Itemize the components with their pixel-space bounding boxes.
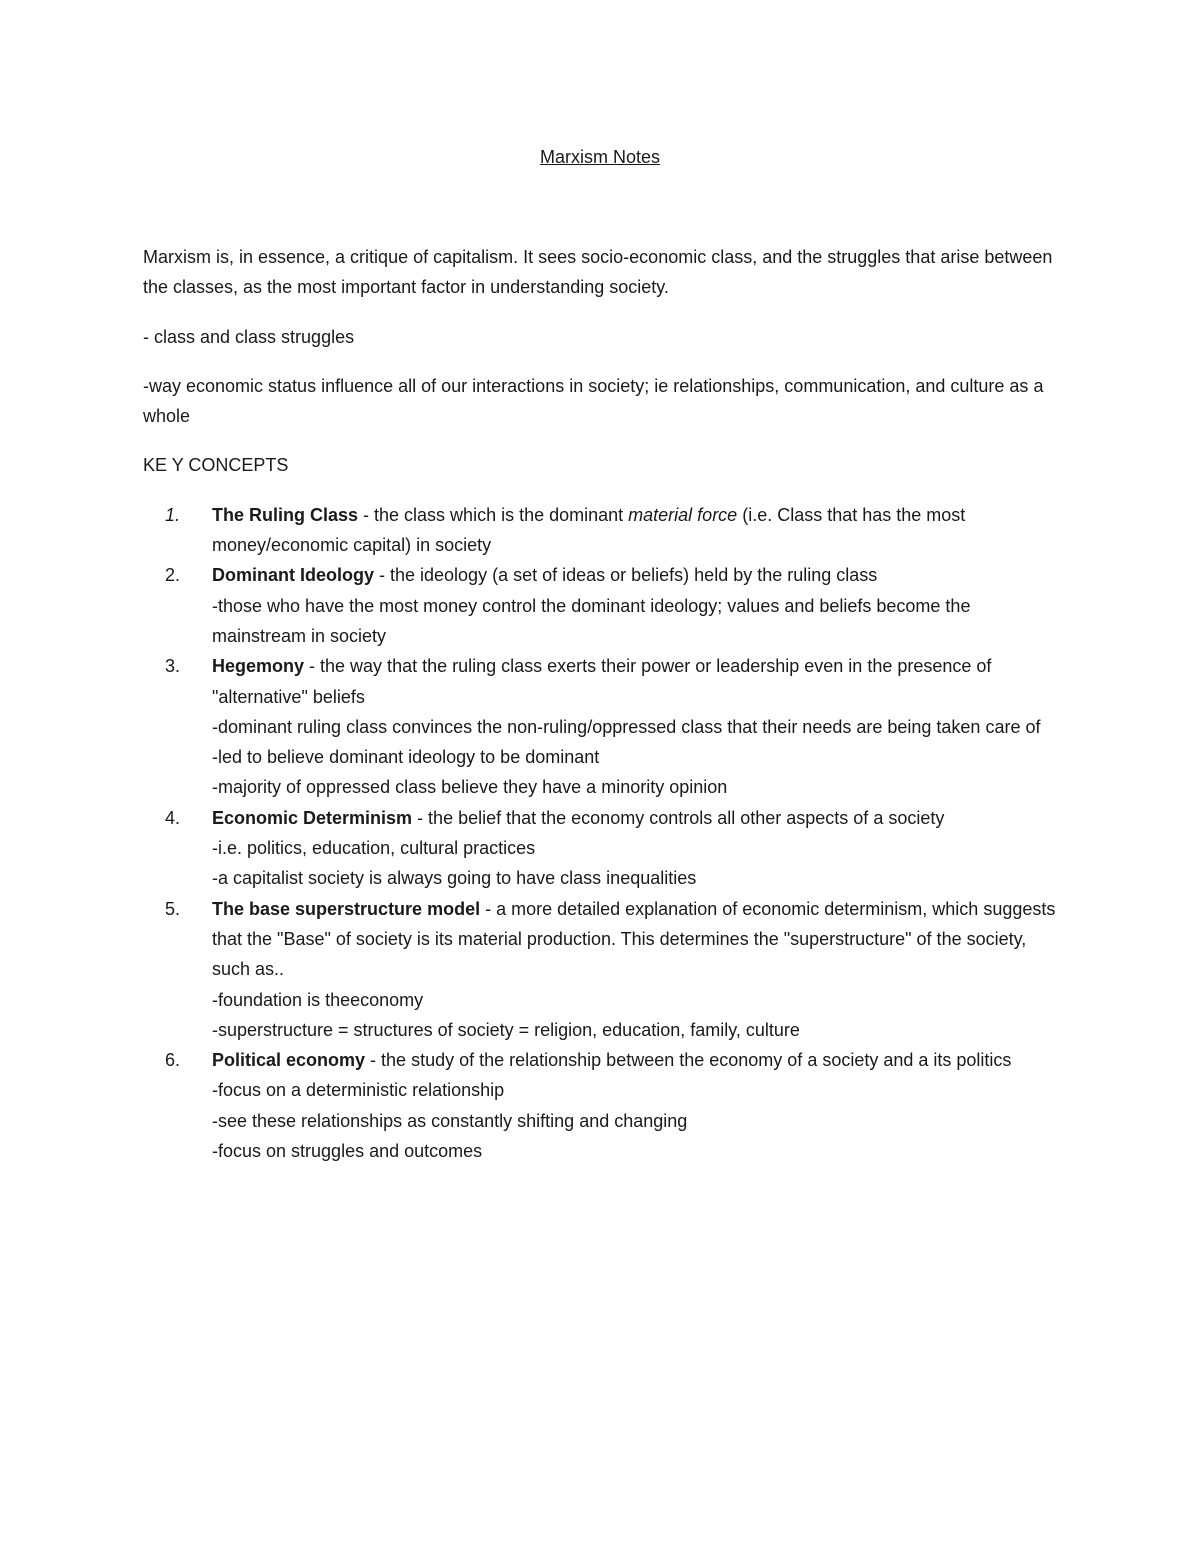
- concept-term: Dominant Ideology: [212, 565, 374, 586]
- concept-note: -led to believe dominant ideology to be dominant: [212, 747, 600, 768]
- concept-number: 3.: [165, 656, 181, 677]
- intro-paragraph: Marxism is, in essence, a critique of capitalism. It sees socio-economic class, and the struggles that arise between the classes, as the most important factor in understanding society.: [143, 247, 1053, 298]
- concept-number: 2.: [165, 565, 181, 586]
- concept-note: -i.e. politics, education, cultural practices: [212, 838, 536, 859]
- concept-body: [212, 803, 1068, 894]
- concept-note: -see these relationships as constantly shifting and changing: [212, 1110, 688, 1131]
- concept-number: 1.: [165, 504, 181, 525]
- concept-definition: - the class which is the dominant: [358, 504, 629, 525]
- concept-definition: - the way that the ruling class exerts their power or leadership even in the presence of "alternative" beliefs: [212, 656, 992, 707]
- concept-note: -a capitalist society is always going to have class inequalities: [212, 868, 697, 889]
- document-body: [143, 242, 1068, 1166]
- concept-note: -those who have the most money control the dominant ideology; values and beliefs become the mainstream in society: [212, 595, 971, 646]
- concept-definition: - the belief that the economy controls all other aspects of a society: [412, 807, 945, 828]
- concept-note: -majority of oppressed class believe they have a minority opinion: [212, 777, 728, 798]
- concept-note: -foundation is theeconomy: [212, 989, 424, 1010]
- note-class-struggles: - class and class struggles: [143, 326, 355, 347]
- concept-definition: - the ideology (a set of ideas or beliefs) held by the ruling class: [374, 565, 878, 586]
- concept-term: The base superstructure model: [212, 898, 481, 919]
- concept-note: -focus on struggles and outcomes: [212, 1141, 483, 1162]
- concept-term: The Ruling Class: [212, 504, 359, 525]
- concept-body: [212, 651, 1068, 802]
- concept-note: -dominant ruling class convinces the non-ruling/oppressed class that their needs are being taken care of: [212, 716, 1041, 737]
- concept-body: [212, 1045, 1068, 1166]
- key-concepts-list: [143, 500, 1068, 1167]
- concept-definition: - a more detailed explanation of economic determinism, which suggests that the "Base" of society is its material production. This determines the "superstructure" of the society, such as..: [212, 898, 1056, 980]
- concept-definition: - the study of the relationship between the economy of a society and a its politics: [365, 1050, 1012, 1071]
- concept-item-dominant-ideology: [143, 560, 1068, 651]
- concept-body: [212, 560, 1068, 651]
- concept-number: 6.: [165, 1050, 181, 1071]
- concept-item-base-superstructure: [143, 894, 1068, 1045]
- concept-item-ruling-class: [143, 500, 1068, 561]
- concept-term: Hegemony: [212, 656, 305, 677]
- concept-note: -superstructure = structures of society = religion, education, family, culture: [212, 1019, 800, 1040]
- concept-item-economic-determinism: [143, 803, 1068, 894]
- page-title: Marxism Notes: [539, 147, 660, 167]
- concept-item-hegemony: [143, 651, 1068, 802]
- concept-term: Political economy: [212, 1050, 366, 1071]
- concept-term: Economic Determinism: [212, 807, 413, 828]
- concept-number: 4.: [165, 807, 181, 828]
- concept-item-political-economy: [143, 1045, 1068, 1166]
- concept-number: 5.: [165, 898, 181, 919]
- key-concepts-heading: KE Y CONCEPTS: [143, 455, 289, 476]
- note-economic-status: -way economic status influence all of our interactions in society; ie relationships, communication, and culture as a whole: [143, 375, 1044, 427]
- concept-note: -focus on a deterministic relationship: [212, 1080, 505, 1101]
- concept-body: [212, 894, 1068, 1045]
- concept-definition-continued: (i.e. Class that has the most money/economic capital) in society: [212, 504, 966, 556]
- concept-definition-emphasis: material force: [628, 504, 738, 525]
- concept-body: [212, 500, 1068, 561]
